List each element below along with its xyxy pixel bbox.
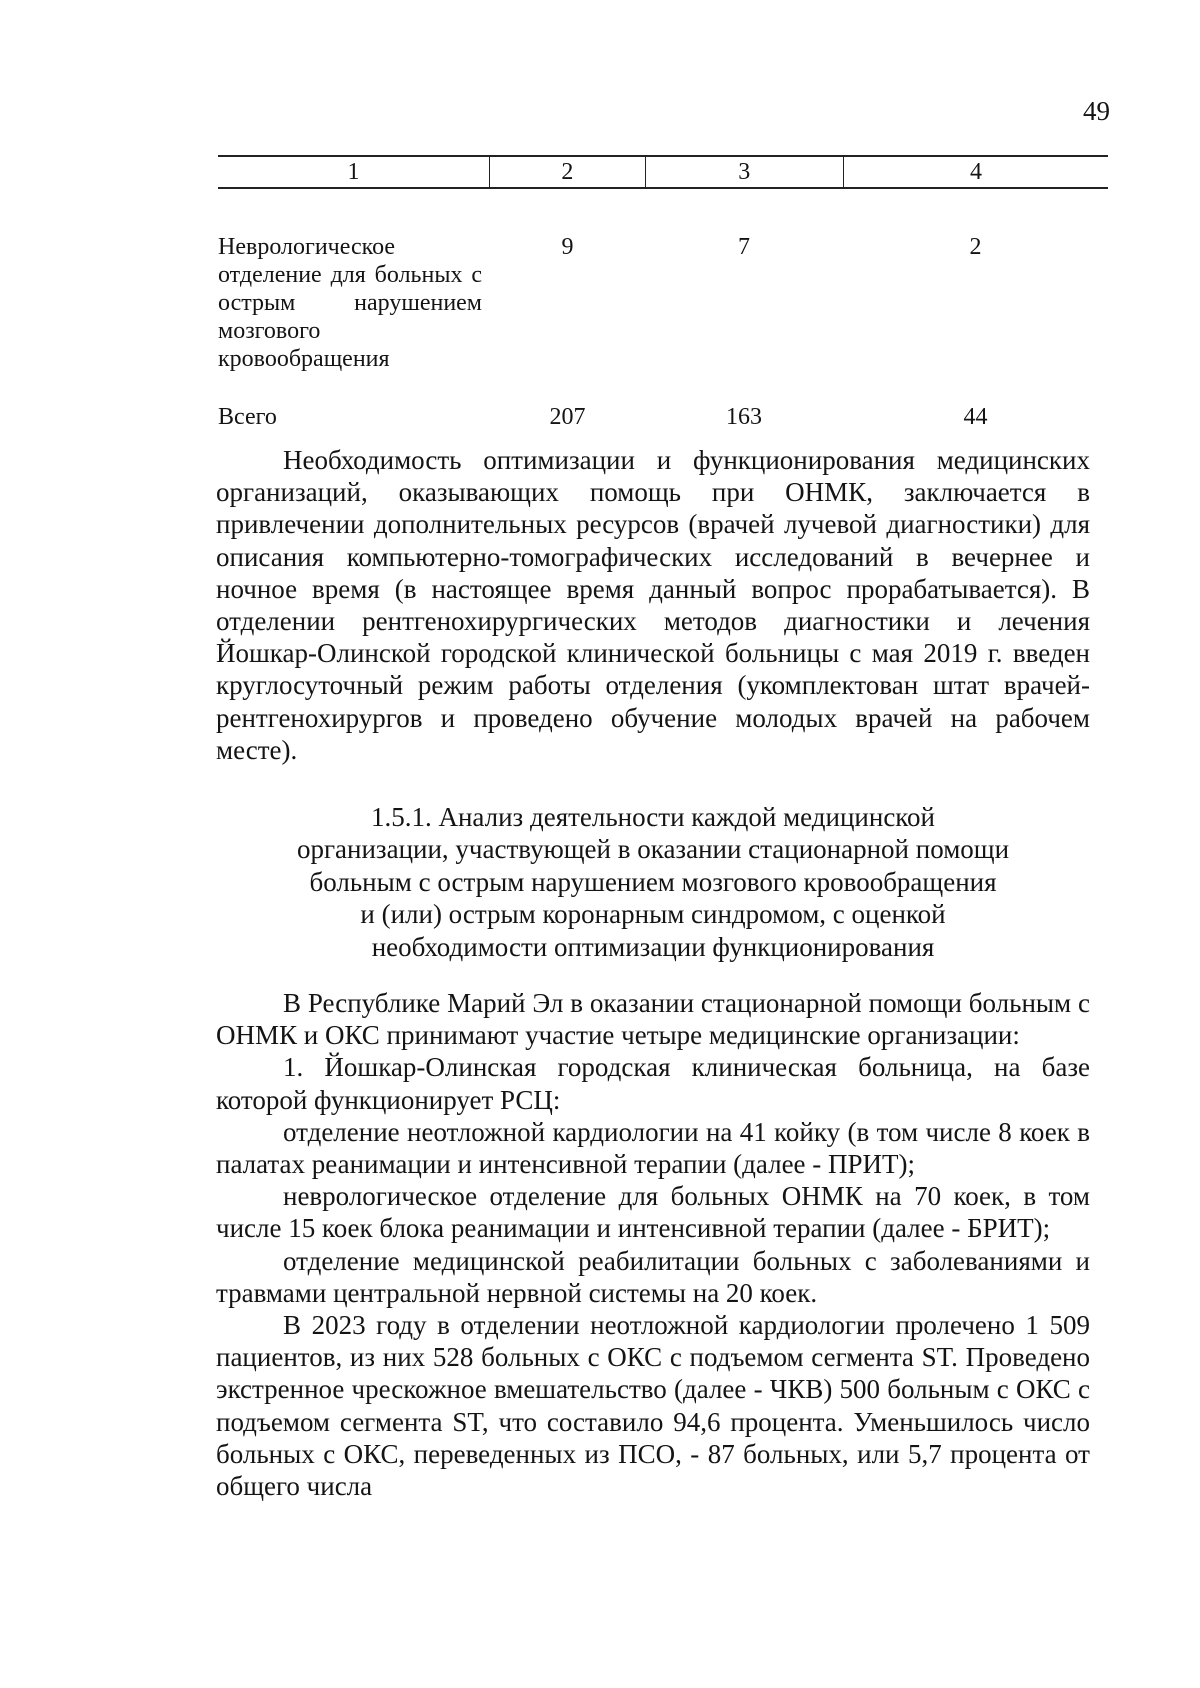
table-cell: 7 bbox=[738, 234, 750, 260]
paragraph: В 2023 году в отделении неотложной кардиологии пролечено 1 509 пациентов, из них 528 больных с ОКС с подъемом сегмента ST. Проведено экстренное чрескожное вмешательство (далее - ЧКВ) 500 больным с ОКС с подъемом сегмента ST, что составило 94,6 процента. Уменьшилось число больных с ОКС, переведенных из ПСО, - 87 больных, или 5,7 процента от общего числа bbox=[216, 1310, 1090, 1502]
table-cell-name: Всего bbox=[218, 404, 277, 430]
section-heading-line: 1.5.1. Анализ деятельности каждой медицинской bbox=[370, 802, 936, 832]
page-number: 49 bbox=[1083, 96, 1110, 126]
paragraph: 1. Йошкар-Олинская городская клиническая больница, на базе которой функционирует РСЦ: bbox=[216, 1052, 1090, 1115]
table-row bbox=[218, 233, 1108, 373]
section-heading-line: организации, участвующей в оказании стационарной помощи bbox=[296, 834, 1010, 865]
beds-table bbox=[218, 155, 1108, 431]
paragraph: В Республике Марий Эл в оказании стационарной помощи больным с ОНМК и ОКС принимают участие четыре медицинские организации: bbox=[216, 988, 1090, 1051]
section-heading bbox=[216, 801, 1090, 963]
table-cell: 207 bbox=[549, 404, 586, 430]
table-header-row bbox=[218, 155, 1108, 189]
table-cell: 163 bbox=[726, 404, 762, 430]
table-header-cell: 1 bbox=[347, 159, 360, 185]
main-text bbox=[216, 987, 1090, 1502]
section-heading-line: необходимости оптимизации функционирования bbox=[371, 931, 935, 962]
table-cell: 9 bbox=[561, 234, 574, 260]
table-cell: 2 bbox=[969, 234, 982, 260]
table-header-cell: 3 bbox=[645, 157, 843, 187]
table-header-cell: 2 bbox=[489, 157, 644, 187]
table-cell: 44 bbox=[963, 404, 988, 430]
table-cell-name: Неврологическое отделение для больных с острым нарушением мозгового кровообращения bbox=[218, 234, 482, 372]
paragraph: отделение медицинской реабилитации больных с заболеваниями и травмами центральной нервной системы на 20 коек. bbox=[216, 1245, 1090, 1308]
intro-text bbox=[216, 444, 1090, 766]
table-header-cell: 4 bbox=[843, 157, 1108, 187]
paragraph: отделение неотложной кардиологии на 41 койку (в том числе 8 коек в палатах реанимации и интенсивной терапии (далее - ПРИТ); bbox=[216, 1116, 1090, 1180]
intro-paragraph: Необходимость оптимизации и функционирования медицинских организаций, оказывающих помощь при ОНМК, заключается в привлечении дополнительных ресурсов (врачей лучевой диагностики) для описания компьютерно-томографических исследований в вечернее и ночное время (в настоящее время данный вопрос прорабатывается). В отделении рентгенохирургических методов диагностики и лечения Йошкар-Олинской городской клинической больницы с мая 2019 г. введен круглосуточный режим работы отделения (укомплектован штат врачей-рентгенохирургов и проведено обучение молодых врачей на рабочем месте). bbox=[216, 445, 1090, 765]
paragraph: неврологическое отделение для больных ОНМК на 70 коек, в том числе 15 коек блока реанимации и интенсивной терапии (далее - БРИТ); bbox=[216, 1181, 1090, 1244]
table-row bbox=[218, 403, 1108, 431]
section-heading-line: и (или) острым коронарным синдромом, с оценкой bbox=[360, 899, 946, 930]
section-heading-line: больным с острым нарушением мозгового кровообращения bbox=[309, 866, 997, 897]
